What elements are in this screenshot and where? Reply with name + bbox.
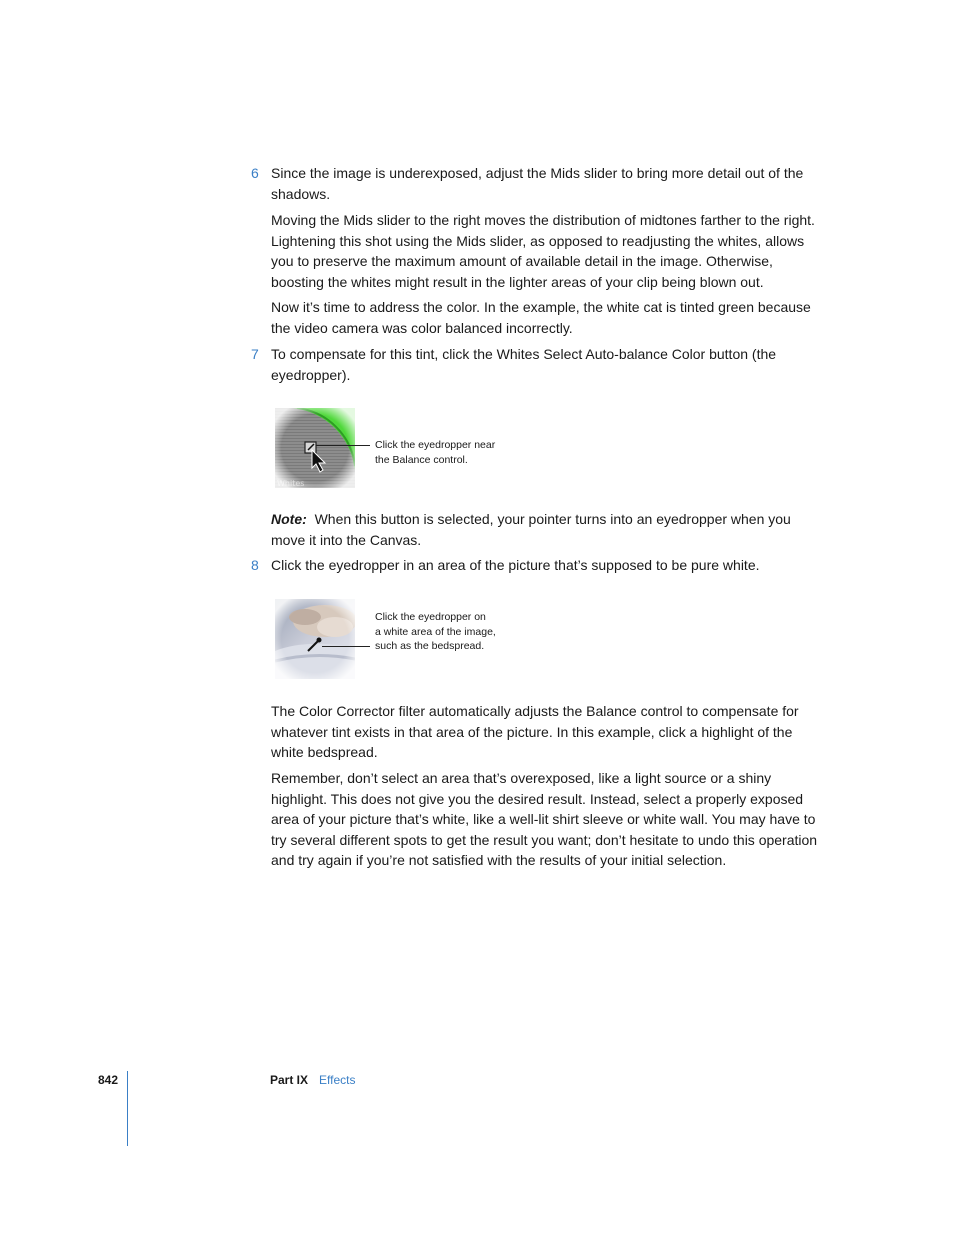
- step-text: To compensate for this tint, click the Whites Select Auto-balance Color button (the eyedropper).: [271, 346, 777, 383]
- callout-text: Click the eyedropper on a white area of the image, such as the bedspread.: [375, 611, 496, 652]
- balance-control-screenshot: [275, 408, 355, 488]
- balance-control-graphic: [275, 408, 355, 488]
- callout-line: [322, 646, 370, 647]
- note-text: When this button is selected, your pointer turns into an eyedropper when you move it into the Canvas.: [271, 511, 791, 548]
- body-paragraph: Remember, don’t select an area that’s overexposed, like a light source or a shiny highlight. This does not give you the desired result. Instead, select a properly exposed area of your picture that’s white, like a well-lit shirt sleeve or white wall. You may have to try several different spots to get the result you want; don’t hesitate to undo this operation and try again if you’re not satisfied with the results of your initial selection.: [271, 770, 818, 868]
- step-number: 7: [251, 346, 259, 362]
- footer-divider: [127, 1071, 128, 1146]
- bedspread-screenshot: [275, 599, 355, 679]
- footer-section-link[interactable]: Effects: [319, 1073, 356, 1087]
- step-number: 8: [251, 557, 259, 573]
- callout-text: Click the eyedropper near the Balance control.: [375, 439, 496, 466]
- bedspread-graphic: [275, 599, 355, 679]
- step-text: Since the image is underexposed, adjust the Mids slider to bring more detail out of the shadows.: [271, 165, 804, 202]
- note-label: Note:: [271, 511, 307, 527]
- note-paragraph: [271, 509, 827, 550]
- footer-part: Part IX: [270, 1073, 309, 1087]
- page-number: 842: [98, 1073, 119, 1087]
- step-number: 6: [251, 165, 259, 181]
- callout-line: [316, 445, 370, 446]
- body-paragraph: The Color Corrector filter automatically adjusts the Balance control to compensate for whatever tint exists in that area of the picture. In this example, click a highlight of the white bedspread.: [271, 703, 799, 760]
- step-text: Click the eyedropper in an area of the picture that’s supposed to be pure white.: [271, 557, 760, 573]
- body-paragraph: Moving the Mids slider to the right moves the distribution of midtones farther to the right. Lightening this shot using the Mids slider, as opposed to readjusting the whites, allows you to preserve the maximum amount of available detail in the image. Otherwise, boosting the whites might result in the lighter areas of your clip being blown out.: [271, 212, 815, 290]
- body-paragraph: Now it’s time to address the color. In the example, the white cat is tinted green because the video camera was color balanced incorrectly.: [271, 299, 811, 336]
